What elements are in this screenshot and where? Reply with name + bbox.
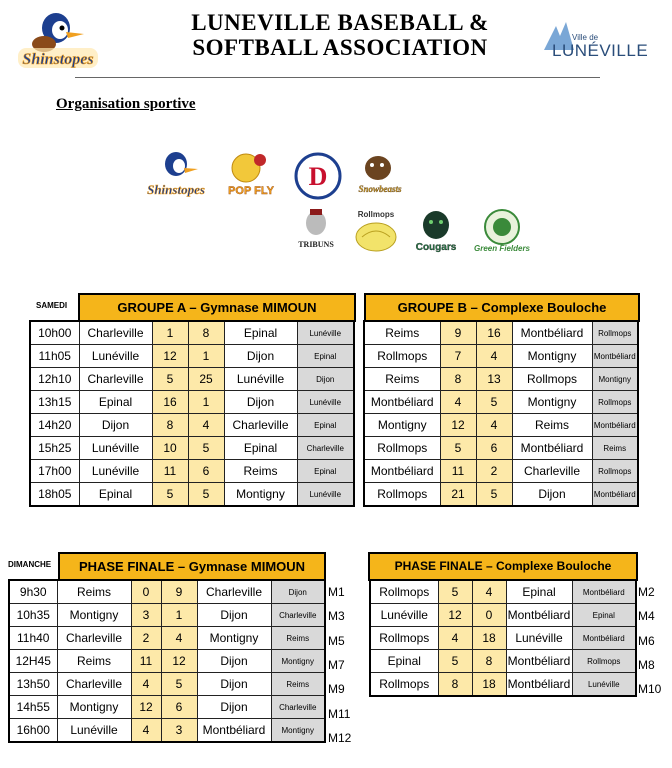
away-team: Dijon <box>512 483 592 507</box>
home-team: Montbéliard <box>364 391 440 414</box>
home-score: 5 <box>440 437 476 460</box>
table-row <box>370 673 636 697</box>
table-row <box>9 696 325 719</box>
home-score: 3 <box>131 604 161 627</box>
finale-b-header: PHASE FINALE – Complexe Bouloche <box>368 552 638 581</box>
cougars-logo <box>408 207 464 255</box>
match-time: 18h05 <box>30 483 79 507</box>
table-row <box>364 345 638 368</box>
away-score: 1 <box>188 391 224 414</box>
match-code: M3 <box>328 609 345 624</box>
home-team: Epinal <box>79 483 152 507</box>
home-team: Reims <box>57 650 131 673</box>
table-row <box>364 321 638 345</box>
away-team: Epinal <box>224 437 297 460</box>
home-score: 11 <box>131 650 161 673</box>
bear-logo <box>352 150 408 198</box>
home-score: 7 <box>440 345 476 368</box>
match-time: 12H45 <box>9 650 57 673</box>
match-code: M5 <box>328 633 345 648</box>
home-team: Lunéville <box>57 719 131 743</box>
table-row <box>370 580 636 604</box>
match-time: 14h55 <box>9 696 57 719</box>
home-score: 21 <box>440 483 476 507</box>
match-time: 12h10 <box>30 368 79 391</box>
home-team: Rollmops <box>370 673 438 697</box>
away-team: Dijon <box>197 650 271 673</box>
away-team: Montbéliard <box>512 321 592 345</box>
svg-text:TRIBUNS: TRIBUNS <box>298 240 334 249</box>
groupe-a-table <box>29 320 355 507</box>
away-team: Charleville <box>224 414 297 437</box>
home-team: Montbéliard <box>364 460 440 483</box>
table-row <box>30 321 354 345</box>
home-team: Epinal <box>79 391 152 414</box>
ville-logo <box>538 14 656 64</box>
umpire-team: Rollmops <box>592 321 638 345</box>
home-score: 9 <box>440 321 476 345</box>
home-score: 0 <box>131 580 161 604</box>
away-team: Montbéliard <box>197 719 271 743</box>
svg-text:Rollmops: Rollmops <box>357 210 395 219</box>
away-team: Dijon <box>197 673 271 696</box>
home-team: Montigny <box>57 604 131 627</box>
home-score: 5 <box>438 650 472 673</box>
title-line-2: SOFTBALL ASSOCIATION <box>192 35 488 60</box>
away-score: 4 <box>476 345 512 368</box>
away-team: Dijon <box>224 391 297 414</box>
match-code: M1 <box>328 585 345 599</box>
away-team: Lunéville <box>506 627 572 650</box>
home-team: Lunéville <box>79 437 152 460</box>
away-team: Montbéliard <box>512 437 592 460</box>
table-row <box>30 460 354 483</box>
section-subtitle: Organisation sportive <box>56 96 196 112</box>
dimanche-label: DIMANCHE <box>8 560 52 569</box>
umpire-team: Epinal <box>297 345 354 368</box>
home-team: Rollmops <box>370 580 438 604</box>
away-team: Rollmops <box>512 368 592 391</box>
club-logo <box>14 6 102 72</box>
umpire-team: Lunéville <box>297 321 354 345</box>
home-team: Montigny <box>364 414 440 437</box>
away-score: 4 <box>472 580 506 604</box>
table-row <box>30 483 354 507</box>
away-score: 6 <box>161 696 197 719</box>
shinstopes-logo <box>142 148 210 200</box>
groupe-b-header: GROUPE B – Complexe Bouloche <box>364 293 640 322</box>
svg-text:Cougars: Cougars <box>415 242 457 253</box>
away-score: 9 <box>161 580 197 604</box>
match-time: 16h00 <box>9 719 57 743</box>
table-row <box>364 391 638 414</box>
home-score: 8 <box>440 368 476 391</box>
away-score: 6 <box>188 460 224 483</box>
match-code: M12 <box>328 730 352 745</box>
home-team: Rollmops <box>364 483 440 507</box>
table-row <box>9 650 325 673</box>
home-team: Lunéville <box>79 460 152 483</box>
umpire-team: Dijon <box>271 580 325 604</box>
table-row <box>364 414 638 437</box>
home-team: Rollmops <box>370 627 438 650</box>
home-score: 4 <box>438 627 472 650</box>
match-time: 13h15 <box>30 391 79 414</box>
home-score: 16 <box>152 391 188 414</box>
away-team: Dijon <box>197 696 271 719</box>
finale-b-table <box>369 579 637 697</box>
svg-text:Snowbeasts: Snowbeasts <box>358 184 402 194</box>
away-score: 1 <box>188 345 224 368</box>
svg-text:Green Fielders: Green Fielders <box>473 244 531 253</box>
umpire-team: Montbéliard <box>592 483 638 507</box>
home-score: 8 <box>438 673 472 697</box>
home-team: Charleville <box>79 321 152 345</box>
away-team: Reims <box>224 460 297 483</box>
home-team: Charleville <box>57 627 131 650</box>
home-team: Montigny <box>57 696 131 719</box>
away-team: Montbéliard <box>506 673 572 697</box>
ville-name-text: LUNÉVILLE <box>552 41 649 60</box>
green-fielders-logo <box>470 207 534 255</box>
rollmops-logo <box>350 207 402 255</box>
dijon-logo <box>292 152 344 200</box>
away-score: 5 <box>476 391 512 414</box>
away-team: Montigny <box>512 391 592 414</box>
umpire-team: Epinal <box>572 604 636 627</box>
groupe-b-table <box>363 320 639 507</box>
finale-a-table <box>8 579 326 743</box>
away-team: Montbéliard <box>506 650 572 673</box>
match-time: 17h00 <box>30 460 79 483</box>
away-score: 5 <box>476 483 512 507</box>
away-score: 25 <box>188 368 224 391</box>
umpire-team: Montbéliard <box>572 627 636 650</box>
away-team: Montigny <box>512 345 592 368</box>
home-score: 4 <box>131 673 161 696</box>
away-team: Reims <box>512 414 592 437</box>
umpire-team: Charleville <box>271 604 325 627</box>
groupe-a-header: GROUPE A – Gymnase MIMOUN <box>78 293 356 322</box>
home-score: 10 <box>152 437 188 460</box>
club-logo-text: Shinstopes <box>22 51 94 68</box>
table-row <box>9 580 325 604</box>
umpire-team: Montigny <box>271 650 325 673</box>
match-time: 10h00 <box>30 321 79 345</box>
home-team: Reims <box>364 321 440 345</box>
umpire-team: Rollmops <box>592 460 638 483</box>
table-row <box>370 604 636 627</box>
away-team: Epinal <box>506 580 572 604</box>
svg-text:D: D <box>308 162 328 191</box>
away-score: 0 <box>472 604 506 627</box>
umpire-team: Dijon <box>297 368 354 391</box>
home-team: Charleville <box>79 368 152 391</box>
table-row <box>30 368 354 391</box>
away-score: 18 <box>472 673 506 697</box>
home-team: Lunéville <box>79 345 152 368</box>
home-score: 11 <box>152 460 188 483</box>
away-score: 5 <box>161 673 197 696</box>
away-score: 8 <box>188 321 224 345</box>
title-line-1: LUNEVILLE BASEBALL & <box>191 10 489 35</box>
match-code: M11 <box>328 706 351 721</box>
home-score: 11 <box>440 460 476 483</box>
match-time: 13h50 <box>9 673 57 696</box>
table-row <box>9 604 325 627</box>
header-divider <box>75 77 600 78</box>
umpire-team: Epinal <box>297 460 354 483</box>
home-score: 12 <box>440 414 476 437</box>
home-team: Rollmops <box>364 437 440 460</box>
match-time: 11h05 <box>30 345 79 368</box>
away-team: Dijon <box>197 604 271 627</box>
table-row <box>30 391 354 414</box>
samedi-label: SAMEDI <box>36 301 68 310</box>
tribuns-logo <box>290 205 342 253</box>
umpire-team: Reims <box>592 437 638 460</box>
away-score: 12 <box>161 650 197 673</box>
umpire-team: Montigny <box>271 719 325 743</box>
table-row <box>370 627 636 650</box>
umpire-team: Reims <box>271 627 325 650</box>
away-score: 16 <box>476 321 512 345</box>
home-team: Dijon <box>79 414 152 437</box>
finale-a-header: PHASE FINALE – Gymnase MIMOUN <box>58 552 326 581</box>
away-team: Charleville <box>512 460 592 483</box>
match-code: M6 <box>638 633 655 648</box>
away-score: 4 <box>188 414 224 437</box>
umpire-team: Rollmops <box>572 650 636 673</box>
umpire-team: Charleville <box>271 696 325 719</box>
umpire-team: Rollmops <box>592 391 638 414</box>
away-team: Montigny <box>224 483 297 507</box>
match-time: 9h30 <box>9 580 57 604</box>
table-row <box>370 650 636 673</box>
match-time: 15h25 <box>30 437 79 460</box>
match-code: M8 <box>638 657 655 672</box>
umpire-team: Lunéville <box>297 483 354 507</box>
match-code: M4 <box>638 609 655 624</box>
away-team: Montigny <box>197 627 271 650</box>
table-row <box>30 414 354 437</box>
home-score: 4 <box>131 719 161 743</box>
table-row <box>364 368 638 391</box>
home-team: Reims <box>364 368 440 391</box>
match-time: 10h35 <box>9 604 57 627</box>
svg-text:POP FLY: POP FLY <box>228 185 274 197</box>
home-score: 5 <box>152 368 188 391</box>
umpire-team: Epinal <box>297 414 354 437</box>
home-score: 12 <box>438 604 472 627</box>
popfly-logo <box>218 150 284 200</box>
away-score: 4 <box>476 414 512 437</box>
away-score: 1 <box>161 604 197 627</box>
table-row <box>30 437 354 460</box>
ville-de-text: Ville de <box>572 33 599 42</box>
table-row <box>9 627 325 650</box>
umpire-team: Reims <box>271 673 325 696</box>
home-team: Lunéville <box>370 604 438 627</box>
away-score: 5 <box>188 483 224 507</box>
umpire-team: Montigny <box>592 368 638 391</box>
away-score: 6 <box>476 437 512 460</box>
away-team: Charleville <box>197 580 271 604</box>
home-score: 12 <box>152 345 188 368</box>
match-time: 11h40 <box>9 627 57 650</box>
umpire-team: Montbéliard <box>592 414 638 437</box>
away-score: 5 <box>188 437 224 460</box>
match-code: M9 <box>328 682 345 697</box>
table-row <box>9 673 325 696</box>
table-row <box>9 719 325 743</box>
away-score: 8 <box>472 650 506 673</box>
home-score: 12 <box>131 696 161 719</box>
away-score: 18 <box>472 627 506 650</box>
umpire-team: Charleville <box>297 437 354 460</box>
table-row <box>364 437 638 460</box>
match-code: M7 <box>328 657 345 672</box>
home-score: 5 <box>152 483 188 507</box>
away-score: 2 <box>476 460 512 483</box>
home-score: 2 <box>131 627 161 650</box>
away-team: Montbéliard <box>506 604 572 627</box>
match-code: M10 <box>638 682 662 697</box>
away-team: Lunéville <box>224 368 297 391</box>
umpire-team: Lunéville <box>297 391 354 414</box>
umpire-team: Montbéliard <box>572 580 636 604</box>
match-time: 14h20 <box>30 414 79 437</box>
home-score: 1 <box>152 321 188 345</box>
away-team: Dijon <box>224 345 297 368</box>
away-score: 4 <box>161 627 197 650</box>
home-team: Epinal <box>370 650 438 673</box>
table-row <box>30 345 354 368</box>
home-score: 8 <box>152 414 188 437</box>
table-row <box>364 483 638 507</box>
home-team: Rollmops <box>364 345 440 368</box>
home-team: Reims <box>57 580 131 604</box>
umpire-team: Montbéliard <box>592 345 638 368</box>
table-row <box>364 460 638 483</box>
page-title <box>150 10 530 60</box>
away-score: 13 <box>476 368 512 391</box>
home-score: 5 <box>438 580 472 604</box>
home-team: Charleville <box>57 673 131 696</box>
umpire-team: Lunéville <box>572 673 636 697</box>
match-code: M2 <box>638 585 655 599</box>
svg-text:Shinstopes: Shinstopes <box>147 182 205 197</box>
home-score: 4 <box>440 391 476 414</box>
away-team: Epinal <box>224 321 297 345</box>
away-score: 3 <box>161 719 197 743</box>
